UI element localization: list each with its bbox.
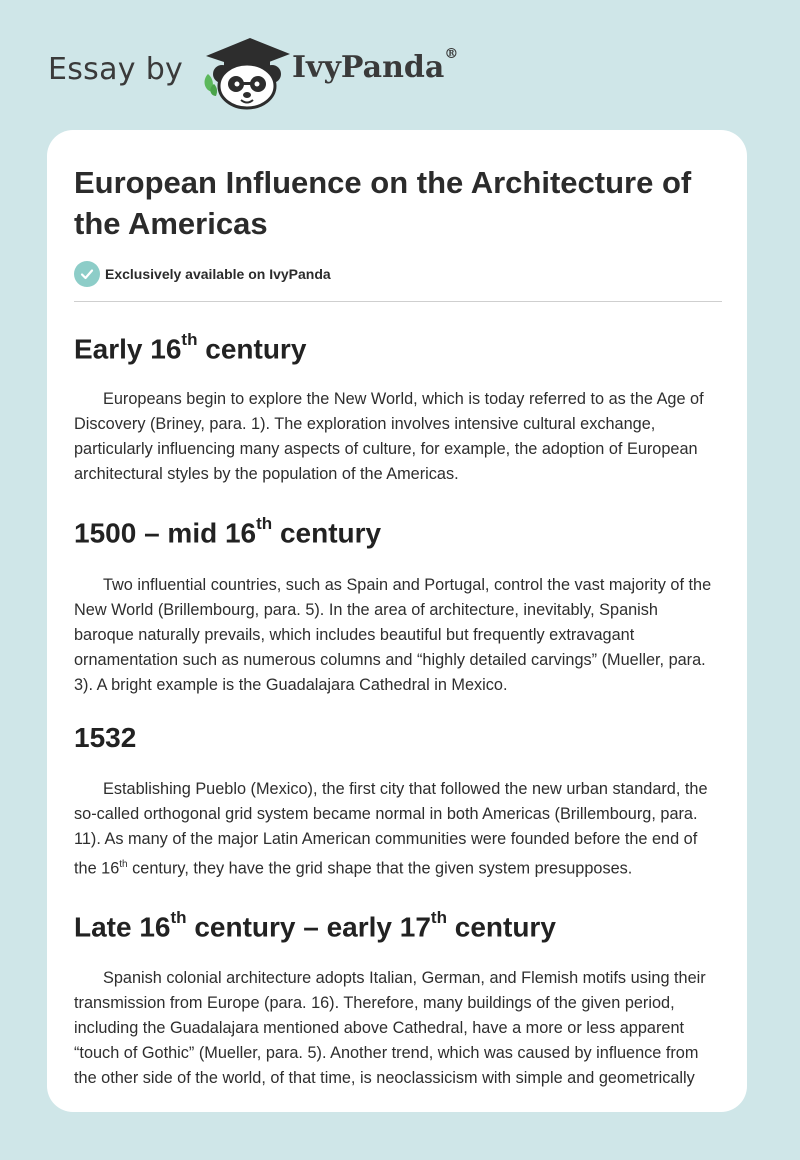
- heading-part: century: [272, 517, 382, 549]
- heading-superscript: th: [170, 908, 187, 928]
- section-late-16th-early-17th: [74, 903, 722, 1091]
- heading-part: century: [446, 911, 556, 943]
- exclusive-badge: [74, 260, 722, 288]
- section-1500-mid-16th: [74, 509, 722, 697]
- brand-text: IvyPanda: [292, 50, 445, 85]
- exclusive-badge-text: Exclusively available on IvyPanda: [105, 266, 331, 282]
- heading-superscript: th: [256, 514, 273, 534]
- body-part: Establishing Pueblo (Mexico), the first city that followed the new urban standard, the so-called orthogonal grid system became normal in both Americas (Brillembourg, para. 11). As many of the major Latin American communities were founded before the end of the 16: [74, 779, 708, 878]
- article-content: [74, 162, 722, 1091]
- heading-part: 1500 – mid 16: [74, 517, 257, 549]
- essay-by-label: Essay by: [48, 52, 184, 87]
- heading-part: Early 16: [74, 333, 182, 365]
- heading-part: century – early 17: [186, 911, 431, 943]
- panda-logo-icon[interactable]: [200, 34, 290, 110]
- title-divider: [74, 301, 722, 302]
- section-body: Europeans begin to explore the New World, which is today referred to as the Age of Discovery (Briney, para. 1). The exploration involves intensive cultural exchange, particularly influencing many aspects of culture, for example, the adoption of European architectural styles by the population of the Americas.: [74, 390, 704, 484]
- section-body: Spanish colonial architecture adopts Italian, German, and Flemish motifs using their transmission from Europe (para. 16). Therefore, many buildings of the given period, including the Guadalajara mentioned above Cathedral, have a more or less apparent “touch of Gothic” (Mueller, para. 5). Another trend, which was caused by influence from the other side of the world, of that time, is neoclassicism with simple and geometrically: [74, 969, 706, 1088]
- section-heading: [74, 509, 722, 551]
- heading-part: century: [197, 333, 307, 365]
- heading-superscript: th: [181, 330, 198, 349]
- heading-superscript: th: [430, 908, 447, 928]
- body-part: century, they have the grid shape that the given system presupposes.: [127, 859, 633, 878]
- check-icon: [74, 261, 100, 287]
- section-heading: 1532: [74, 721, 137, 753]
- section-body: Two influential countries, such as Spain and Portugal, control the vast majority of the New World (Brillembourg, para. 5). In the area of architecture, inevitably, Spanish baroque naturally prevails, which includes beautiful but frequently extravagant ornamentation such as numerous columns and “highly detailed carvings” (Mueller, para. 3). A bright example is the Guadalajara Cathedral in Mexico.: [74, 575, 712, 694]
- section-early-16th: [74, 325, 722, 487]
- site-header: [48, 34, 748, 114]
- body-superscript: th: [119, 858, 128, 870]
- heading-part: Late 16: [74, 911, 171, 943]
- article-title: European Influence on the Architecture of the Americas: [74, 165, 692, 241]
- section-heading: [74, 325, 722, 367]
- brand-name[interactable]: [292, 46, 459, 85]
- registered-mark: ®: [444, 46, 459, 62]
- article-card: [47, 130, 747, 1112]
- section-body: [74, 777, 722, 881]
- section-1532: [74, 720, 722, 881]
- section-heading: [74, 903, 722, 945]
